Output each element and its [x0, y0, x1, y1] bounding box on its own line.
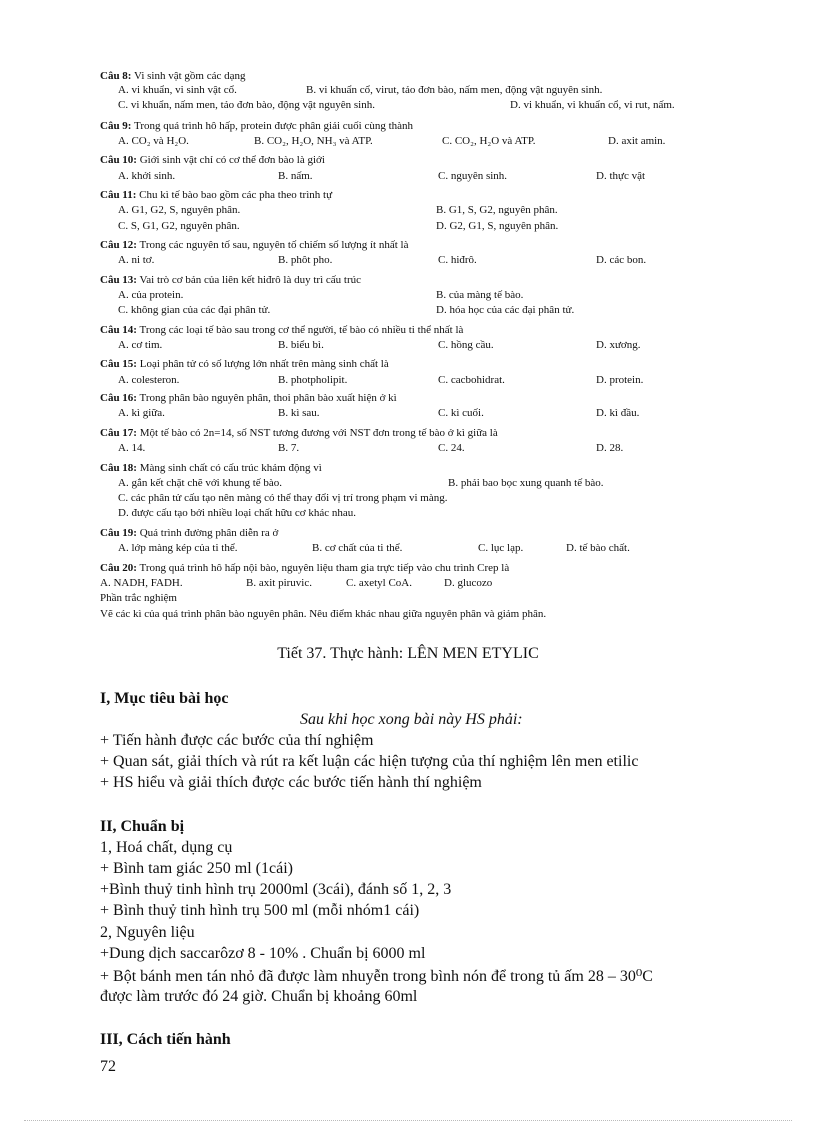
option-b: B. CO₂, H₂O, NH₃ và ATP. — [254, 135, 373, 147]
question-number: Câu 15: — [100, 358, 137, 370]
option-a: A. cơ tim. — [118, 339, 163, 351]
option-c: C. vi khuẩn, nấm men, tảo đơn bào, động vật nguyên sinh. — [118, 99, 375, 111]
option-b: B. 7. — [278, 442, 300, 454]
option-d: D. kì đầu. — [596, 407, 640, 419]
option-a: A. NADH, FADH. — [100, 577, 183, 589]
list-item: 1, Hoá chất, dụng cụ — [100, 839, 233, 856]
question-text: Vi sinh vật gồm các dạng — [134, 70, 246, 82]
question-14 — [100, 323, 463, 337]
option-b: B. kì sau. — [278, 407, 320, 419]
question-9 — [100, 119, 413, 133]
option-d: D. các bon. — [596, 254, 647, 266]
option-a: A. 14. — [118, 442, 146, 454]
question-text: Trong phân bào nguyên phân, thoi phân bào xuất hiện ở kì — [139, 392, 397, 404]
option-c: C. cacbohidrat. — [438, 374, 505, 386]
option-c: C. CO₂, H₂O và ATP. — [442, 135, 536, 147]
list-item: +Dung dịch saccarôzơ 8 - 10% . Chuẩn bị 6000 ml — [100, 945, 426, 962]
option-d: D. G2, G1, S, nguyên phân. — [436, 220, 559, 232]
option-a: A. vi khuẩn, vi sinh vật cổ. — [118, 84, 237, 96]
option-c: C. không gian của các đại phân tử. — [118, 304, 271, 316]
question-18 — [100, 461, 322, 475]
question-text: Quá trình đường phân diễn ra ở — [139, 527, 279, 539]
option-c: C. hồng cầu. — [438, 339, 494, 351]
list-item: 2, Nguyên liệu — [100, 924, 195, 941]
section-intro: Sau khi học xong bài này HS phải: — [300, 711, 523, 728]
question-16 — [100, 391, 397, 405]
option-a: A. CO₂ và H₂O. — [118, 135, 189, 147]
list-item: + Bình thuỷ tinh hình trụ 500 ml (mỗi nhóm1 cái) — [100, 902, 420, 919]
question-text: Chu kì tế bào bao gồm các pha theo trình tự — [139, 189, 333, 201]
section-heading: I, Mục tiêu bài học — [100, 690, 229, 707]
option-d: D. xương. — [596, 339, 641, 351]
question-13 — [100, 273, 361, 287]
question-number: Câu 18: — [100, 462, 137, 474]
list-item: + Bình tam giác 250 ml (1cái) — [100, 860, 293, 877]
page-number: 72 — [100, 1058, 116, 1075]
question-text: Trong các loại tế bào sau trong cơ thể người, tế bào có nhiều ti thể nhất là — [139, 324, 464, 336]
option-d: D. axit amin. — [608, 135, 666, 147]
question-number: Câu 9: — [100, 120, 132, 132]
option-b: B. photpholipit. — [278, 374, 348, 386]
option-a: A. gắn kết chặt chẽ với khung tế bào. — [118, 477, 283, 489]
option-a: A. colesteron. — [118, 374, 180, 386]
option-c: C. nguyên sinh. — [438, 170, 508, 182]
option-c: C. 24. — [438, 442, 465, 454]
option-d: D. vi khuẩn, vi khuẩn cổ, vi rut, nấm. — [510, 99, 675, 111]
section-heading: II, Chuẩn bị — [100, 818, 185, 835]
question-text: Giới sinh vật chỉ có cơ thể đơn bào là giới — [139, 154, 325, 166]
option-b: B. của màng tế bào. — [436, 289, 524, 301]
option-d: D. thực vật — [596, 170, 646, 182]
question-text: Trong quá trình hô hấp, protein được phân giải cuối cùng thành — [134, 120, 414, 132]
question-17 — [100, 426, 498, 440]
list-item: + Quan sát, giải thích và rút ra kết luận các hiện tượng của thí nghiệm lên men etilic — [100, 753, 639, 770]
option-d: D. hóa học của các đại phân tử. — [436, 304, 575, 316]
question-number: Câu 10: — [100, 154, 137, 166]
option-c: C. axetyl CoA. — [346, 577, 412, 589]
option-b: B. nấm. — [278, 170, 313, 182]
list-item: + Tiến hành được các bước của thí nghiệm — [100, 732, 374, 749]
question-text: Một tế bào có 2n=14, số NST tương đương với NST đơn trong tế bào ở kì giữa là — [139, 427, 498, 439]
question-20 — [100, 561, 509, 575]
question-8 — [100, 69, 246, 83]
option-b: B. vi khuẩn cổ, virut, tảo đơn bào, nấm men, động vật nguyên sinh. — [306, 84, 603, 96]
list-item: + HS hiểu và giải thích được các bước tiến hành thí nghiệm — [100, 774, 482, 791]
option-b: B. G1, S, G2, nguyên phân. — [436, 204, 558, 216]
question-number: Câu 8: — [100, 70, 132, 82]
essay-question: Vẽ các kì của quá trình phân bào nguyên phân. Nêu điểm khác nhau giữa nguyên phân và giảm phân. — [100, 608, 547, 620]
page-divider — [24, 1120, 792, 1121]
question-15 — [100, 357, 389, 371]
list-item: + Bột bánh men tán nhỏ đã được làm nhuyễn trong bình nón để trong tủ ấm 28 – 30⁰C — [100, 968, 653, 985]
option-b: B. phải bao bọc xung quanh tế bào. — [448, 477, 604, 489]
question-19 — [100, 526, 278, 540]
option-b: B. phôt pho. — [278, 254, 333, 266]
option-c: C. S, G1, G2, nguyên phân. — [118, 220, 240, 232]
option-b: B. cơ chất của ti thể. — [312, 542, 403, 554]
question-text: Vai trò cơ bản của liên kết hiđrô là duy trì cấu trúc — [139, 274, 362, 286]
option-d: D. 28. — [596, 442, 624, 454]
option-a: A. của protein. — [118, 289, 184, 301]
question-number: Câu 20: — [100, 562, 137, 574]
question-number: Câu 14: — [100, 324, 137, 336]
option-d: D. protein. — [596, 374, 644, 386]
list-item: được làm trước đó 24 giờ. Chuẩn bị khoảng 60ml — [100, 988, 418, 1005]
question-number: Câu 12: — [100, 239, 137, 251]
question-number: Câu 17: — [100, 427, 137, 439]
option-a: A. G1, G2, S, nguyên phân. — [118, 204, 241, 216]
option-a: A. khởi sinh. — [118, 170, 176, 182]
question-text: Trong các nguyên tố sau, nguyên tố chiếm số lượng ít nhất là — [139, 239, 409, 251]
option-d: D. được cấu tạo bởi nhiều loại chất hữu cơ khác nhau. — [118, 507, 356, 519]
option-c: C. các phân tử cấu tạo nên màng có thể thay đổi vị trí trong phạm vi màng. — [118, 492, 448, 504]
option-a: A. lớp màng kép của ti thể. — [118, 542, 238, 554]
question-text: Trong quá trình hô hấp nội bào, nguyên liệu tham gia trực tiếp vào chu trình Crep là — [139, 562, 510, 574]
list-item: +Bình thuỷ tinh hình trụ 2000ml (3cái), đánh số 1, 2, 3 — [100, 881, 452, 898]
option-c: C. kì cuối. — [438, 407, 484, 419]
question-text: Loại phân tử có số lượng lớn nhất trên màng sinh chất là — [139, 358, 389, 370]
option-c: C. hiđrô. — [438, 254, 477, 266]
question-12 — [100, 238, 408, 252]
section-label: Phần trắc nghiệm — [100, 592, 177, 604]
question-number: Câu 16: — [100, 392, 137, 404]
question-number: Câu 19: — [100, 527, 137, 539]
question-number: Câu 13: — [100, 274, 137, 286]
option-b: B. axit piruvic. — [246, 577, 312, 589]
option-a: A. kì giữa. — [118, 407, 165, 419]
question-11 — [100, 188, 332, 202]
option-c: C. lục lạp. — [478, 542, 524, 554]
lesson-title: Tiết 37. Thực hành: LÊN MEN ETYLIC — [277, 645, 539, 662]
question-10 — [100, 153, 325, 167]
option-a: A. ni tơ. — [118, 254, 155, 266]
option-b: B. biểu bì. — [278, 339, 324, 351]
question-number: Câu 11: — [100, 189, 137, 201]
question-text: Màng sinh chất có cấu trúc khảm động vì — [139, 462, 322, 474]
option-d: D. tế bào chất. — [566, 542, 630, 554]
section-heading: III, Cách tiến hành — [100, 1031, 231, 1048]
option-d: D. glucozo — [444, 577, 493, 589]
